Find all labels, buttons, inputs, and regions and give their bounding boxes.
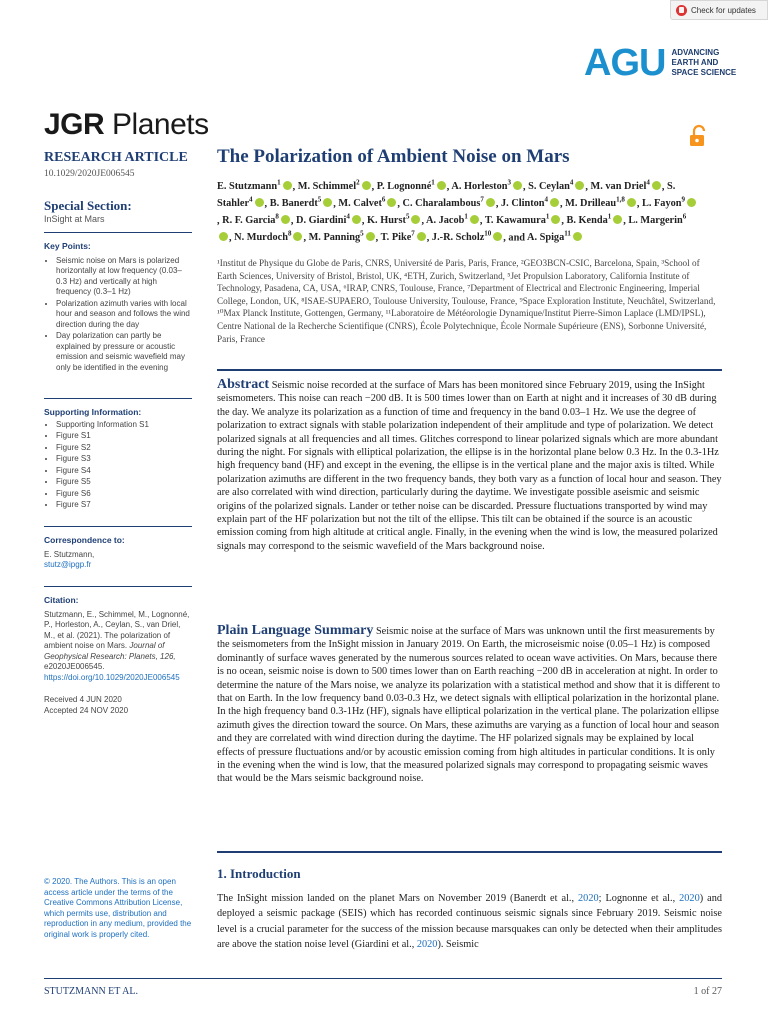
author-name: E. Stutzmann$^1$ xyxy=(217,181,293,192)
author-name: A. Spiga$^{11}$ xyxy=(527,232,583,243)
author-affiliation-number: 1 xyxy=(277,179,281,187)
author-affiliation-number: 1 xyxy=(464,213,468,222)
author-affiliation-number: 8 xyxy=(287,230,292,239)
orcid-icon[interactable] xyxy=(550,198,559,207)
key-point-item: • Seismic noise on Mars is polarized horizontally at low frequency (0.03–0.3 Hz) and vertically at high frequency (0.3–1 Hz) xyxy=(56,256,192,298)
author-name: K. Hurst$^5$ xyxy=(367,215,421,226)
update-icon xyxy=(676,5,687,16)
author-affiliation-number: 4 xyxy=(249,196,253,205)
orcid-icon[interactable] xyxy=(613,215,622,224)
pls-text: Seismic noise at the surface of Mars was unknown until the first measurements by the seismometers from the InSight mission in January 2019. On Earth, the microseismic noise (0.05–1 Hz) is composed dominantly of surface waves generated by the numerous sources related to ocean wave activities. On Mars, because there is no ocean, seismic noise is down to 500 times lower than on Earth reaching −200 dB in acceleration at night. In order to determine the nature of the Mars noise, we analyze its polarization with a statistical method and show that it is different to that on Earth. In the low frequency band 0.03-0.3 Hz, we detect signals with elliptical polarization in the horizontal plane. In the high frequency band 0.3-1Hz (HF), signals have elliptical polarization in the vertical plane. The polarization ellipse azimuth gives the direction toward the source. On Mars, these azimuths are varying as a function of local hour and season and they are correlated with wind direction during the daytime. The HF polarized signals may be explained by local effects of pressure fluctuations and/or by acoustic emission coming from high altitudes in particular conditions. It is only in the evening when the wind is low, that the measured polarized signals may correspond to propagating seismic waves that would be the Mars seismic background noise. xyxy=(217,626,721,785)
paper-title: The Polarization of Ambient Noise on Mars xyxy=(217,146,570,167)
check-for-updates-button[interactable] xyxy=(670,0,768,20)
orcid-icon[interactable] xyxy=(411,215,420,224)
author-affiliation-number: 7 xyxy=(411,230,415,239)
author-name: M. van Driel$^4$ xyxy=(591,181,662,192)
orcid-icon[interactable] xyxy=(323,198,332,207)
correspondence-email-link[interactable]: stutz@ipgp.fr xyxy=(44,560,92,569)
author-affiliation-number: 6 xyxy=(381,196,386,205)
reference-link[interactable]: 2020 xyxy=(416,939,438,951)
orcid-icon[interactable] xyxy=(437,181,446,190)
plain-language-summary xyxy=(217,624,722,786)
orcid-icon[interactable] xyxy=(687,198,696,207)
intro-text-part: ) and deployed a seismic package (SEIS) which has recorded continuous seismic signals since February 2019. Seismic noise level is a crucial parameter for the success of the mission because marsquakes can only be detected when their amplitudes are above the station noise level (Giardini et al., xyxy=(217,893,722,951)
key-point-item: • Polarization azimuth varies with local hour and season and follows the wind direction during the day xyxy=(56,299,192,331)
author-affiliation-number: 5 xyxy=(317,196,322,205)
citation-journal: Journal of Geophysical Research: Planets, 126, xyxy=(44,641,176,661)
author-affiliation-number: 7 xyxy=(480,196,484,205)
abstract-divider xyxy=(217,369,722,371)
author-affiliation-number: 11 xyxy=(564,230,571,239)
orcid-icon[interactable] xyxy=(486,198,495,207)
author-name: T. Kawamura$^1$ xyxy=(485,215,562,226)
journal-title xyxy=(44,108,209,142)
citation-text xyxy=(44,610,192,684)
author-name: S. Ceylan$^4$ xyxy=(528,181,585,192)
author-name: D. Giardini$^4$ xyxy=(296,215,362,226)
author-name: M. Panning$^5$ xyxy=(309,232,376,243)
introduction-text xyxy=(217,891,722,953)
supporting-item[interactable]: • Figure S6 xyxy=(56,489,192,500)
author-name: M. Calvet$^6$ xyxy=(338,198,397,209)
open-access-lock-icon xyxy=(688,124,710,153)
author-name: M. Drilleau$^{1,8}$ xyxy=(565,198,637,209)
journal-title-rest: Planets xyxy=(104,108,209,141)
orcid-icon[interactable] xyxy=(575,181,584,190)
author-name: J. Clinton$^4$ xyxy=(501,198,560,209)
key-points-list xyxy=(44,256,192,374)
orcid-icon[interactable] xyxy=(470,215,479,224)
orcid-icon[interactable] xyxy=(281,215,290,224)
check-for-updates-label: Check for updates xyxy=(691,5,756,15)
intro-text-part: ; Lognonne et al., xyxy=(598,893,680,904)
citation-section xyxy=(44,595,192,716)
author-name: L. Margerin$^6$ xyxy=(217,215,686,243)
orcid-icon[interactable] xyxy=(493,232,502,241)
author-affiliation-number: 1,8 xyxy=(616,196,625,205)
intro-text-part: The InSight mission landed on the planet Mars on November 2019 (Banerdt et al., xyxy=(217,893,579,904)
author-affiliation-number: 5 xyxy=(360,230,364,239)
article-doi: 10.1029/2020JE006545 xyxy=(44,169,135,179)
orcid-icon[interactable] xyxy=(652,181,661,190)
author-name: P. Lognonné$^1$ xyxy=(377,181,447,192)
author-name: A. Jacob$^1$ xyxy=(426,215,480,226)
orcid-icon[interactable] xyxy=(352,215,361,224)
author-affiliation-number: 10 xyxy=(484,230,492,239)
author-list: E. Stutzmann$^1$ , M. Schimmel$^2$ , P. Lognonné$^1$ , A. Horleston$^3$ , S. Ceylan$^4$ , M. van Driel$^4$ , S. Stahler$^4$ , B. Banerdt$^5$ , M. Calvet$^6$ , C. Charalambous$^7$ , J. Clinton$^4$ , M. Drilleau$^{1,8}$ , L. Fayon$^9$, R. F. Garcia$^8$ , D. Giardini$^4$ , K. Hurst$^5$ , A. Jacob$^1$ , T. Kawamura$^1$ , B. Kenda$^1$ , L. Margerin$^6$, N. Murdoch$^8$ , M. Panning$^5$ , T. Pike$^7$ , J.-R. Scholz$^{10}$ , and A. Spiga$^{11}$ xyxy=(217,177,697,245)
orcid-icon[interactable] xyxy=(219,232,228,241)
correspondence-heading: Correspondence to: xyxy=(44,535,125,545)
footer-running-head: STUTZMANN ET AL. xyxy=(44,986,138,997)
orcid-icon[interactable] xyxy=(417,232,426,241)
footer-page-number: 1 of 27 xyxy=(693,986,722,997)
abstract-heading: Abstract xyxy=(217,377,270,392)
footer-divider xyxy=(44,978,722,979)
orcid-icon[interactable] xyxy=(283,181,292,190)
author-name: L. Fayon$^9$ xyxy=(642,198,697,209)
abstract-text: Seismic noise recorded at the surface of Mars has been monitored since February 2019, using the InSight seismometers. This noise can reach −200 dB. It is 500 times lower than on Earth at night and it increases of 30 dB during the day. We analyze its polarization as a function of time and frequency in the band 0.03–1 Hz. We use the degree of polarization to extract signals with stable polarization independent of their amplitude and type of polarization. We detect polarized signals at all frequencies and all times. Glitches correspond to linear polarized signals which are more abundant during the night. For signals with elliptical polarization, the ellipse is in the horizontal plane below 0.3 Hz. In the 0.3-1Hz high frequency band (HF) and except in the evening, the ellipse is in the vertical plane and the major axis is tilted. While polarization azimuths are different in the two frequency bands, they both vary as a function of local hour and season. They are also correlated with wind direction, particularly during the daytime. We investigate possible aseismic and seismic origins of the polarized signals. Lander or tether noise can be discarded. Pressure fluctuations transported by wind may explain part of the HF polarization but not the tilt of the ellipse. This tilt can be obtained if the source is an acoustic emission coming from high altitude at critical angle. Finally, in the evening when the wind is low, the measured polarized signals may correspond to the seismic wavefield of the Mars background noise. xyxy=(217,380,722,552)
reference-link[interactable]: 2020 xyxy=(679,893,700,904)
author-affiliation-number: 1 xyxy=(607,213,612,222)
agu-logo-mark: AGU xyxy=(584,42,666,84)
agu-tagline-3: SPACE SCIENCE xyxy=(671,68,737,77)
author-affiliation-number: 8 xyxy=(275,213,279,222)
author-name: S. Stahler$^4$ xyxy=(217,181,676,210)
orcid-icon[interactable] xyxy=(293,232,302,241)
author-affiliation-number: 4 xyxy=(569,179,574,187)
supporting-item[interactable]: • Figure S1 xyxy=(56,431,192,442)
orcid-icon[interactable] xyxy=(387,198,396,207)
orcid-icon[interactable] xyxy=(366,232,375,241)
key-points-divider xyxy=(44,232,192,233)
citation-body: Stutzmann, E., Schimmel, M., Lognonné, P., Horleston, A., Ceylan, S., van Driel, M., et al. (2021). The polarization of ambient noise on Mars. xyxy=(44,609,190,650)
author-affiliation-number: 1 xyxy=(431,179,435,187)
author-name: R. F. Garcia$^8$ xyxy=(222,215,291,226)
pls-heading: Plain Language Summary xyxy=(217,623,374,638)
orcid-icon[interactable] xyxy=(513,181,522,190)
supporting-divider xyxy=(44,398,192,399)
citation-article: e2020JE006545. xyxy=(44,662,105,671)
author-name: C. Charalambous$^7$ xyxy=(403,198,496,209)
supporting-item[interactable]: • Figure S4 xyxy=(56,466,192,477)
correspondence-section xyxy=(44,535,192,571)
agu-tagline-1: ADVANCING xyxy=(671,48,720,57)
article-type: RESEARCH ARTICLE xyxy=(44,150,188,165)
key-point-item: • Day polarization can partly be explained by pressure or acoustic emission and seismic wavefield may only be identified in the evening xyxy=(56,331,192,373)
abstract-section xyxy=(217,378,722,553)
supporting-item[interactable]: • Figure S5 xyxy=(56,477,192,488)
correspondence-name: E. Stutzmann, xyxy=(44,549,95,559)
reference-link[interactable]: 2020 xyxy=(578,893,599,904)
orcid-icon[interactable] xyxy=(362,181,371,190)
citation-doi-link[interactable]: https://doi.org/10.1029/2020JE006545 xyxy=(44,672,180,682)
supporting-list xyxy=(44,420,192,511)
orcid-icon[interactable] xyxy=(573,232,582,241)
affiliations: ¹Institut de Physique du Globe de Paris, CNRS, Université de Paris, Paris, France, ²GEO3BCN-CSIC, Barcelona, Spain, ³School of Earth Sciences, University of Bristol, Bristol, UK, ⁴ETH, Zurich, Switzerland, ⁵Jet Propulsion Laboratory, California Institute of Technology, Pasadena, CA, USA, ⁶IRAP, CNRS, Toulouse, France, ⁷Department of Electrical and Electronic Engineering, Imperial College, London, UK, ⁸ISAE-SUPAERO, Toulouse University, Toulouse, France, ⁹Space Exploration Institute, Neuchâtel, Switzerland, ¹⁰Max Planck Institute, Gottengen, Germany, ¹¹Laboratoire de Météorologie Dynamique/Institut Pierre-Simon Laplace (LMD/IPSL), Centre National de la Recherche Scientifique (CNRS), École Polytechnique, École Normale Supérieure (ENS), Sorbonne Université, Paris, France xyxy=(217,258,716,344)
introduction-heading: 1. Introduction xyxy=(217,866,301,881)
supporting-section xyxy=(44,407,192,512)
supporting-item[interactable]: • Figure S2 xyxy=(56,443,192,454)
key-points-heading: Key Points: xyxy=(44,241,91,251)
orcid-icon[interactable] xyxy=(627,198,636,207)
author-affiliation-number: 5 xyxy=(405,213,410,222)
author-name: B. Kenda$^1$ xyxy=(567,215,624,226)
author-name: B. Banerdt$^5$ xyxy=(270,198,334,209)
author-name: A. Horleston$^3$ xyxy=(451,181,523,192)
agu-tagline-2: EARTH AND xyxy=(671,58,719,67)
author-affiliation-number: 3 xyxy=(507,179,511,187)
agu-logo xyxy=(584,44,736,82)
author-affiliation-number: 4 xyxy=(346,213,350,222)
supporting-item[interactable]: • Supporting Information S1 xyxy=(56,420,192,431)
supporting-heading: Supporting Information: xyxy=(44,407,142,417)
author-name: T. Pike$^7$ xyxy=(381,232,427,243)
special-section-value: InSight at Mars xyxy=(44,214,105,224)
intro-text-part: ). Seismic xyxy=(437,939,479,951)
author-affiliation-number: 4 xyxy=(646,179,650,187)
special-section-heading: Special Section: xyxy=(44,198,132,213)
author-name: M. Schimmel$^2$ xyxy=(298,181,372,192)
author-name: N. Murdoch$^8$ xyxy=(234,232,303,243)
key-points-section xyxy=(44,241,192,374)
agu-logo-tagline xyxy=(671,48,736,78)
supporting-item[interactable]: • Figure S3 xyxy=(56,454,192,465)
introduction-divider xyxy=(217,851,722,853)
correspondence-divider xyxy=(44,526,192,527)
orcid-icon[interactable] xyxy=(551,215,560,224)
author-name: J.-R. Scholz$^{10}$ xyxy=(432,232,503,243)
accepted-date: Accepted 24 NOV 2020 xyxy=(44,705,129,715)
supporting-item[interactable]: • Figure S7 xyxy=(56,500,192,511)
copyright-notice: © 2020. The Authors. This is an open access article under the terms of the Creative Commons Attribution License, which permits use, distribution and reproduction in any medium, provided the original work is properly cited. xyxy=(44,877,192,939)
citation-heading: Citation: xyxy=(44,595,79,605)
journal-title-bold: JGR xyxy=(44,108,105,141)
author-affiliation-number: 4 xyxy=(544,196,549,205)
received-date: Received 4 JUN 2020 xyxy=(44,695,122,704)
citation-divider xyxy=(44,586,192,587)
author-affiliation-number: 2 xyxy=(356,179,360,187)
orcid-icon[interactable] xyxy=(255,198,264,207)
author-affiliation-number: 6 xyxy=(682,213,687,222)
author-affiliation-number: 9 xyxy=(681,196,685,205)
author-affiliation-number: 1 xyxy=(545,213,550,222)
